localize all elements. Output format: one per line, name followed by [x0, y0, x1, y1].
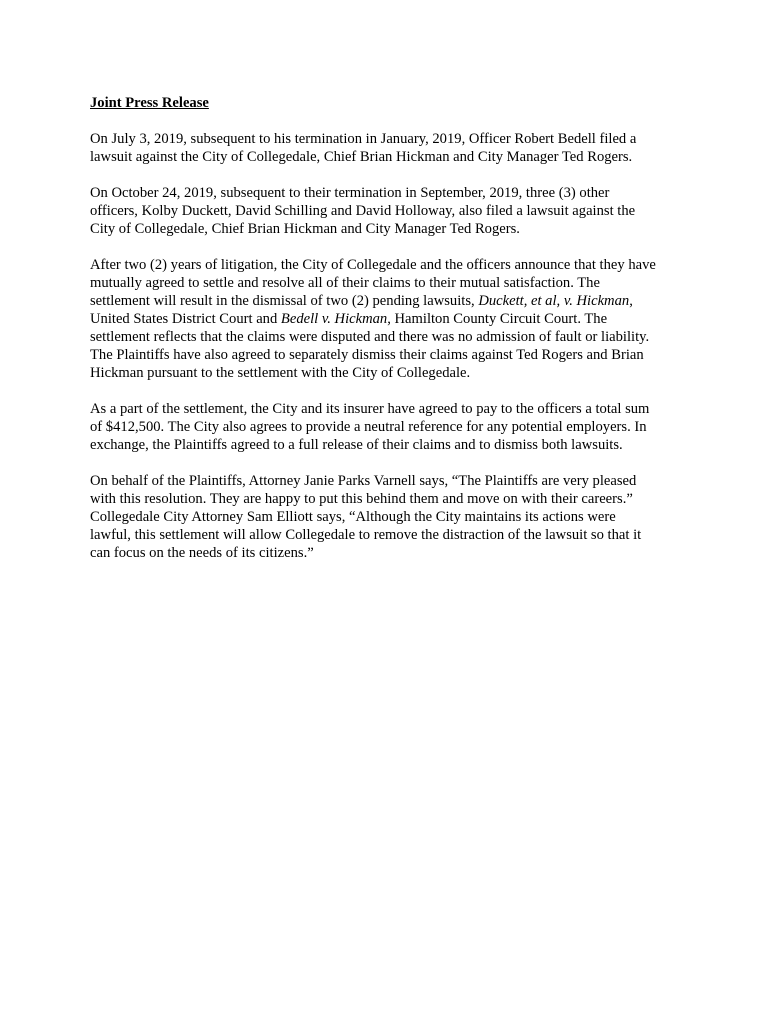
text-line: settlement reflects that the claims were disputed and there was no admission of fault or liability.	[90, 329, 650, 345]
text-segment: , Hamilton County Circuit Court. The	[387, 311, 608, 327]
paragraph-settlement-agreement	[90, 256, 690, 382]
case-name-duckett: Duckett, et al, v. Hickman	[478, 293, 630, 309]
text-line: After two (2) years of litigation, the City of Collegedale and the officers announce that they have	[90, 257, 656, 273]
text-line: Hickman pursuant to the settlement with the City of Collegedale.	[90, 365, 471, 381]
text-segment: United States District Court and	[90, 311, 281, 327]
text-line: City of Collegedale, Chief Brian Hickman and City Manager Ted Rogers.	[90, 221, 520, 237]
text-line: with this resolution. They are happy to put this behind them and move on with their careers.”	[90, 491, 633, 507]
text-line: mutually agreed to settle and resolve all of their claims to their mutual satisfaction. The	[90, 275, 600, 291]
document-title: Joint Press Release	[90, 95, 209, 111]
paragraph-other-officers-lawsuit	[90, 184, 690, 238]
document-page	[90, 94, 690, 580]
text-segment: settlement will result in the dismissal of two (2) pending lawsuits,	[90, 293, 479, 309]
text-line	[90, 292, 690, 310]
text-line: can focus on the needs of its citizens.”	[90, 545, 314, 561]
text-line: As a part of the settlement, the City and its insurer have agreed to pay to the officers a total sum	[90, 401, 650, 417]
paragraph-bedell-lawsuit	[90, 130, 690, 166]
paragraph-attorney-statements	[90, 472, 690, 562]
text-segment: ,	[629, 293, 633, 309]
text-line: On October 24, 2019, subsequent to their termination in September, 2019, three (3) other	[90, 185, 610, 201]
text-line: of $412,500. The City also agrees to provide a neutral reference for any potential employers. In	[90, 419, 647, 435]
text-line: Collegedale City Attorney Sam Elliott says, “Although the City maintains its actions were	[90, 509, 616, 525]
case-name-bedell: Bedell v. Hickman	[280, 311, 388, 327]
text-line: The Plaintiffs have also agreed to separately dismiss their claims against Ted Rogers and Brian	[90, 347, 644, 363]
text-line: officers, Kolby Duckett, David Schilling and David Holloway, also filed a lawsuit against the	[90, 203, 636, 219]
text-line: lawsuit against the City of Collegedale, Chief Brian Hickman and City Manager Ted Rogers.	[90, 149, 633, 165]
text-line	[90, 310, 690, 328]
text-line: lawful, this settlement will allow Collegedale to remove the distraction of the lawsuit so that it	[90, 527, 642, 543]
text-line: On July 3, 2019, subsequent to his termination in January, 2019, Officer Robert Bedell filed a	[90, 131, 637, 147]
text-line: On behalf of the Plaintiffs, Attorney Janie Parks Varnell says, “The Plaintiffs are very pleased	[90, 473, 637, 489]
text-line: exchange, the Plaintiffs agreed to a full release of their claims and to dismiss both lawsuits.	[90, 437, 623, 453]
paragraph-settlement-terms	[90, 400, 690, 454]
